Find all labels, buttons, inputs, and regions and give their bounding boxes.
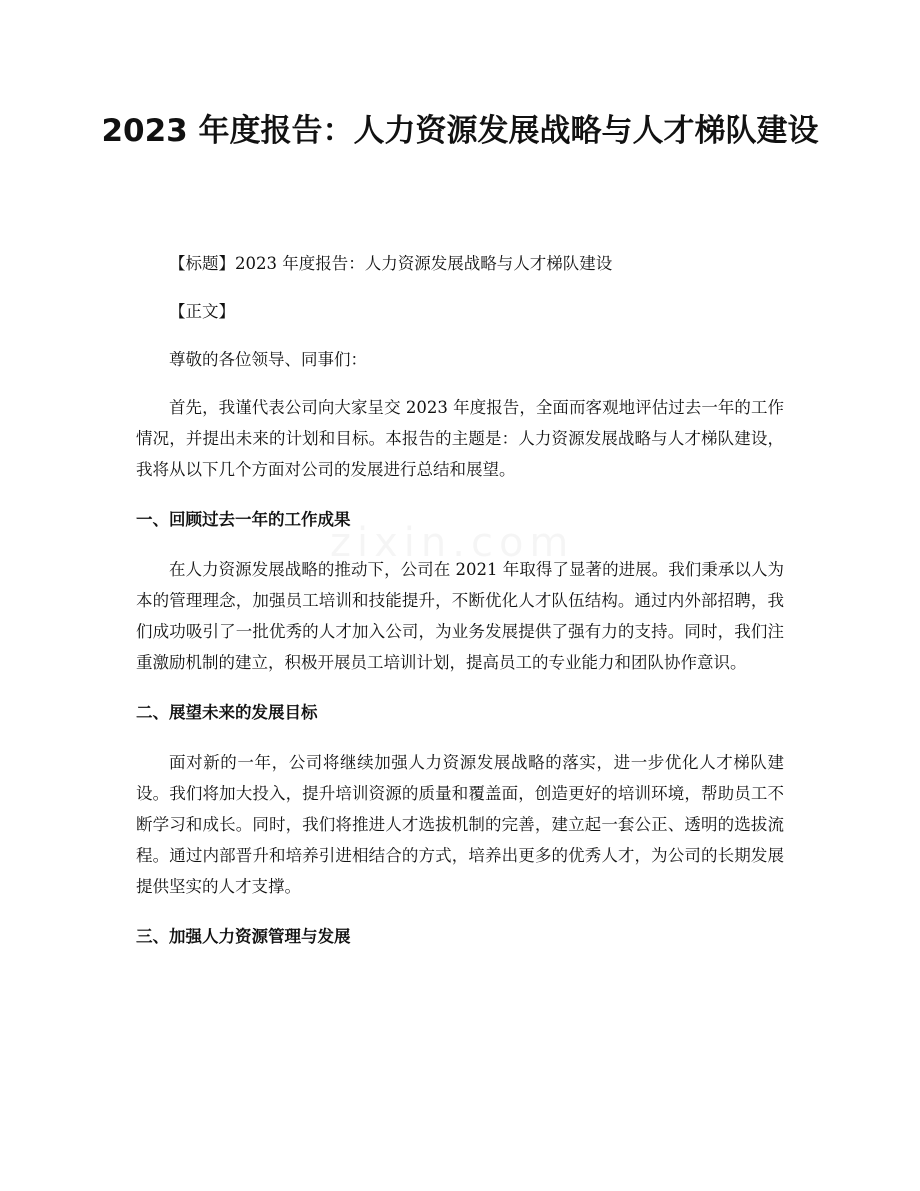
section-heading-1: 一、回顾过去一年的工作成果 — [136, 510, 351, 529]
label-title-paragraph: 【标题】2023 年度报告：人力资源发展战略与人才梯队建设 — [169, 254, 613, 273]
document-content — [136, 248, 784, 971]
section-heading-2: 二、展望未来的发展目标 — [136, 703, 318, 722]
section-heading-3: 三、加强人力资源管理与发展 — [136, 927, 351, 946]
label-body-paragraph: 【正文】 — [169, 302, 235, 321]
section-body-2: 面对新的一年，公司将继续加强人力资源发展战略的落实，进一步优化人才梯队建设。我们将加大投入，提升培训资源的质量和覆盖面，创造更好的培训环境，帮助员工不断学习和成长。同时，我们将推进人才选拔机制的完善，建立起一套公正、透明的选拔流程。通过内部晋升和培养引进相结合的方式，培养出更多的优秀人才，为公司的长期发展提供坚实的人才支撑。 — [136, 753, 784, 896]
document-title: 2023 年度报告：人力资源发展战略与人才梯队建设 — [101, 113, 819, 149]
intro-paragraph: 首先，我谨代表公司向大家呈交 2023 年度报告，全面而客观地评估过去一年的工作情况，并提出未来的计划和目标。本报告的主题是：人力资源发展战略与人才梯队建设，我将从以下几个方面对公司的发展进行总结和展望。 — [136, 398, 784, 479]
section-body-1: 在人力资源发展战略的推动下，公司在 2021 年取得了显著的进展。我们秉承以人为本的管理理念，加强员工培训和技能提升，不断优化人才队伍结构。通过内外部招聘，我们成功吸引了一批优秀的人才加入公司，为业务发展提供了强有力的支持。同时，我们注重激励机制的建立，积极开展员工培训计划，提高员工的专业能力和团队协作意识。 — [136, 560, 784, 672]
greeting-paragraph: 尊敬的各位领导、同事们： — [169, 350, 367, 369]
